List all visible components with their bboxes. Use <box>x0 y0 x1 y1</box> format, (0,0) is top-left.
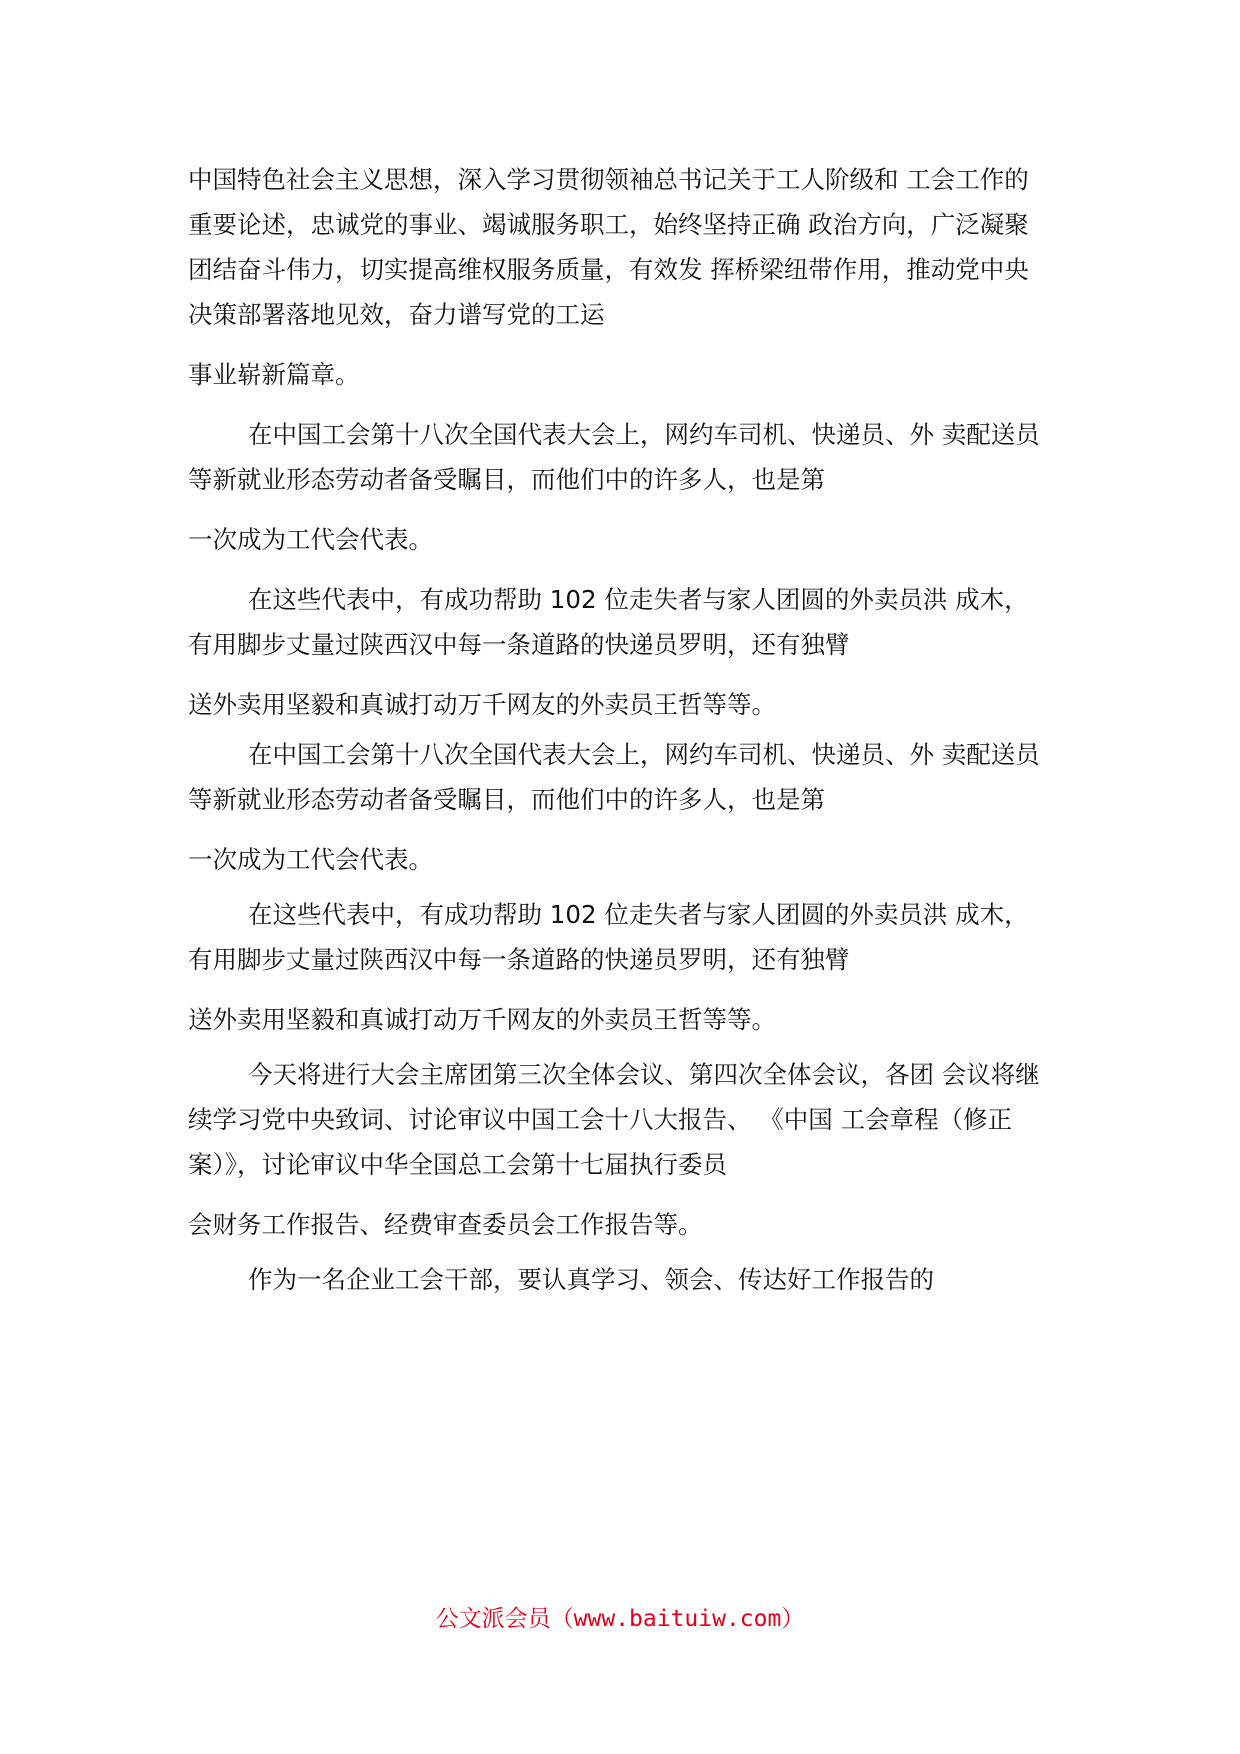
text-line: 送外卖用坚毅和真诚打动万千网友的外卖员王哲等等。 <box>188 1005 776 1034</box>
text-line: 中国特色社会主义思想，深入学习贯彻领袖总书记关于工人阶级和 工会工作的 <box>188 165 1029 194</box>
paragraph-first-line: 作为一名企业工会干部，要认真学习、领会、传达好工作报告的 <box>248 1265 934 1294</box>
text-line: 有用脚步丈量过陕西汉中每一条道路的快递员罗明，还有独臂 <box>188 630 850 659</box>
text-line: 案）》，讨论审议中华全国总工会第十七届执行委员 <box>188 1150 727 1179</box>
footer-site-link[interactable]: www.baituiw.com <box>573 1606 782 1632</box>
text-line: 有用脚步丈量过陕西汉中每一条道路的快递员罗明，还有独臂 <box>188 945 850 974</box>
text-line: 一次成为工代会代表。 <box>188 845 433 874</box>
footer-watermark <box>0 1602 1240 1636</box>
paragraph-first-line: 在中国工会第十八次全国代表大会上，网约车司机、快递员、外 卖配送员 <box>248 420 1040 449</box>
footer-paren-close: ） <box>781 1606 805 1632</box>
text-line: 等新就业形态劳动者备受瞩目，而他们中的许多人，也是第 <box>188 465 825 494</box>
paragraph-first-line: 今天将进行大会主席团第三次全体会议、第四次全体会议，各团 会议将继 <box>248 1060 1040 1089</box>
text-line: 事业崭新篇章。 <box>188 360 360 389</box>
text-line: 一次成为工代会代表。 <box>188 525 433 554</box>
footer-paren-open: （ <box>550 1606 574 1632</box>
text-line: 决策部署落地见效，奋力谱写党的工运 <box>188 300 605 329</box>
text-line: 等新就业形态劳动者备受瞩目，而他们中的许多人，也是第 <box>188 785 825 814</box>
paragraph-first-line: 在这些代表中，有成功帮助 102 位走失者与家人团圆的外卖员洪 成木， <box>248 900 1029 929</box>
text-line: 会财务工作报告、经费审查委员会工作报告等。 <box>188 1210 703 1239</box>
paragraph-first-line: 在中国工会第十八次全国代表大会上，网约车司机、快递员、外 卖配送员 <box>248 740 1040 769</box>
text-line: 重要论述，忠诚党的事业、竭诚服务职工，始终坚持正确 政治方向，广泛凝聚 <box>188 210 1029 239</box>
footer-brand: 公文派会员 <box>435 1606 551 1632</box>
text-line: 送外卖用坚毅和真诚打动万千网友的外卖员王哲等等。 <box>188 690 776 719</box>
text-line: 续学习党中央致词、讨论审议中国工会十八大报告、 《中国 工会章程（修正 <box>188 1105 1013 1134</box>
text-line: 团结奋斗伟力，切实提高维权服务质量，有效发 挥桥梁纽带作用，推动党中央 <box>188 255 1029 284</box>
paragraph-first-line: 在这些代表中，有成功帮助 102 位走失者与家人团圆的外卖员洪 成木， <box>248 585 1029 614</box>
